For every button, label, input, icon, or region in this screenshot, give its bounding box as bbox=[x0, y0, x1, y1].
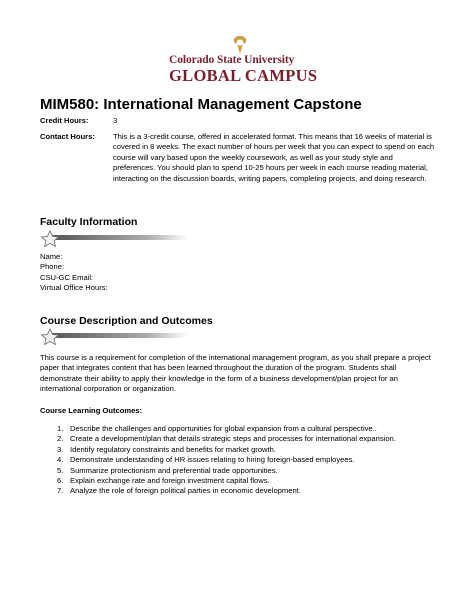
list-item-number: 3. bbox=[57, 444, 64, 454]
faculty-office-hours-field: Virtual Office Hours: bbox=[40, 283, 108, 293]
university-logo bbox=[165, 35, 318, 85]
ram-head-icon bbox=[231, 35, 249, 55]
course-divider bbox=[40, 328, 188, 346]
logo-campus-name: GLOBAL CAMPUS bbox=[169, 66, 318, 85]
course-heading: Course Description and Outcomes bbox=[40, 315, 213, 327]
list-item-number: 4. bbox=[57, 455, 64, 465]
list-item-text: Create a development/plan that details strategic steps and processes for international expansion. bbox=[70, 434, 396, 444]
faculty-divider bbox=[40, 230, 188, 248]
contact-hours-label: Contact Hours: bbox=[40, 132, 95, 141]
list-item bbox=[40, 466, 440, 476]
course-description: This course is a requirement for completion of the international management program, as you shall prepare a project paper that integrates content that has been learned throughout the duration of the program. Students shall demonstrate their ability to apply their knowledge in the form of a business development/plan project for an international corporation or organization. bbox=[40, 353, 431, 394]
list-item-number: 2. bbox=[57, 434, 64, 444]
list-item-number: 7. bbox=[57, 486, 64, 496]
list-item bbox=[40, 424, 440, 434]
faculty-email-field: CSU-GC Email: bbox=[40, 272, 94, 282]
star-icon bbox=[42, 329, 59, 345]
learning-outcomes-heading: Course Learning Outcomes: bbox=[40, 406, 143, 415]
list-item-number: 1. bbox=[57, 424, 64, 433]
credit-hours-label: Credit Hours: bbox=[40, 116, 89, 125]
faculty-phone-field: Phone: bbox=[40, 262, 65, 272]
list-item-number: 6. bbox=[57, 476, 64, 486]
list-item bbox=[40, 486, 440, 496]
list-item-text: Analyze the role of foreign political parties in economic development. bbox=[70, 486, 301, 496]
list-item bbox=[40, 476, 440, 486]
list-item-text: Summarize protectionism and preferential trade opportunities. bbox=[70, 465, 278, 475]
logo-university-name: Colorado State University bbox=[169, 54, 295, 66]
faculty-heading: Faculty Information bbox=[40, 216, 138, 228]
list-item bbox=[40, 445, 440, 455]
list-item-text: Describe the challenges and opportunities for global expansion from a cultural perspective.. bbox=[70, 424, 377, 433]
list-item bbox=[40, 455, 440, 465]
star-icon bbox=[42, 231, 59, 247]
list-item bbox=[40, 434, 440, 444]
page-title: MIM580: International Management Capstone bbox=[40, 96, 362, 113]
learning-outcomes-list bbox=[40, 424, 440, 497]
list-item-number: 5. bbox=[57, 465, 64, 475]
list-item-text: Demonstrate understanding of HR issues relating to hiring foreign-based employees. bbox=[70, 455, 355, 465]
contact-hours-value: This is a 3-credit course, offered in accelerated format. This means that 16 weeks of material is covered in 8 weeks. The exact number of hours per week that you can expect to spend on each course will vary based upon the weekly coursework, as well as your study style and preferences. You should plan to spend 10-25 hours per week in each course reading material, interacting on the discussion boards, writing papers, completing projects, and doing research. bbox=[113, 132, 435, 183]
list-item-text: Explain exchange rate and foreign investment capital flows. bbox=[70, 476, 270, 486]
credit-hours-value: 3 bbox=[113, 116, 118, 125]
list-item-text: Identify regulatory constraints and benefits for market growth. bbox=[70, 444, 276, 454]
faculty-fields bbox=[40, 252, 108, 294]
faculty-name-field: Name: bbox=[40, 252, 63, 261]
